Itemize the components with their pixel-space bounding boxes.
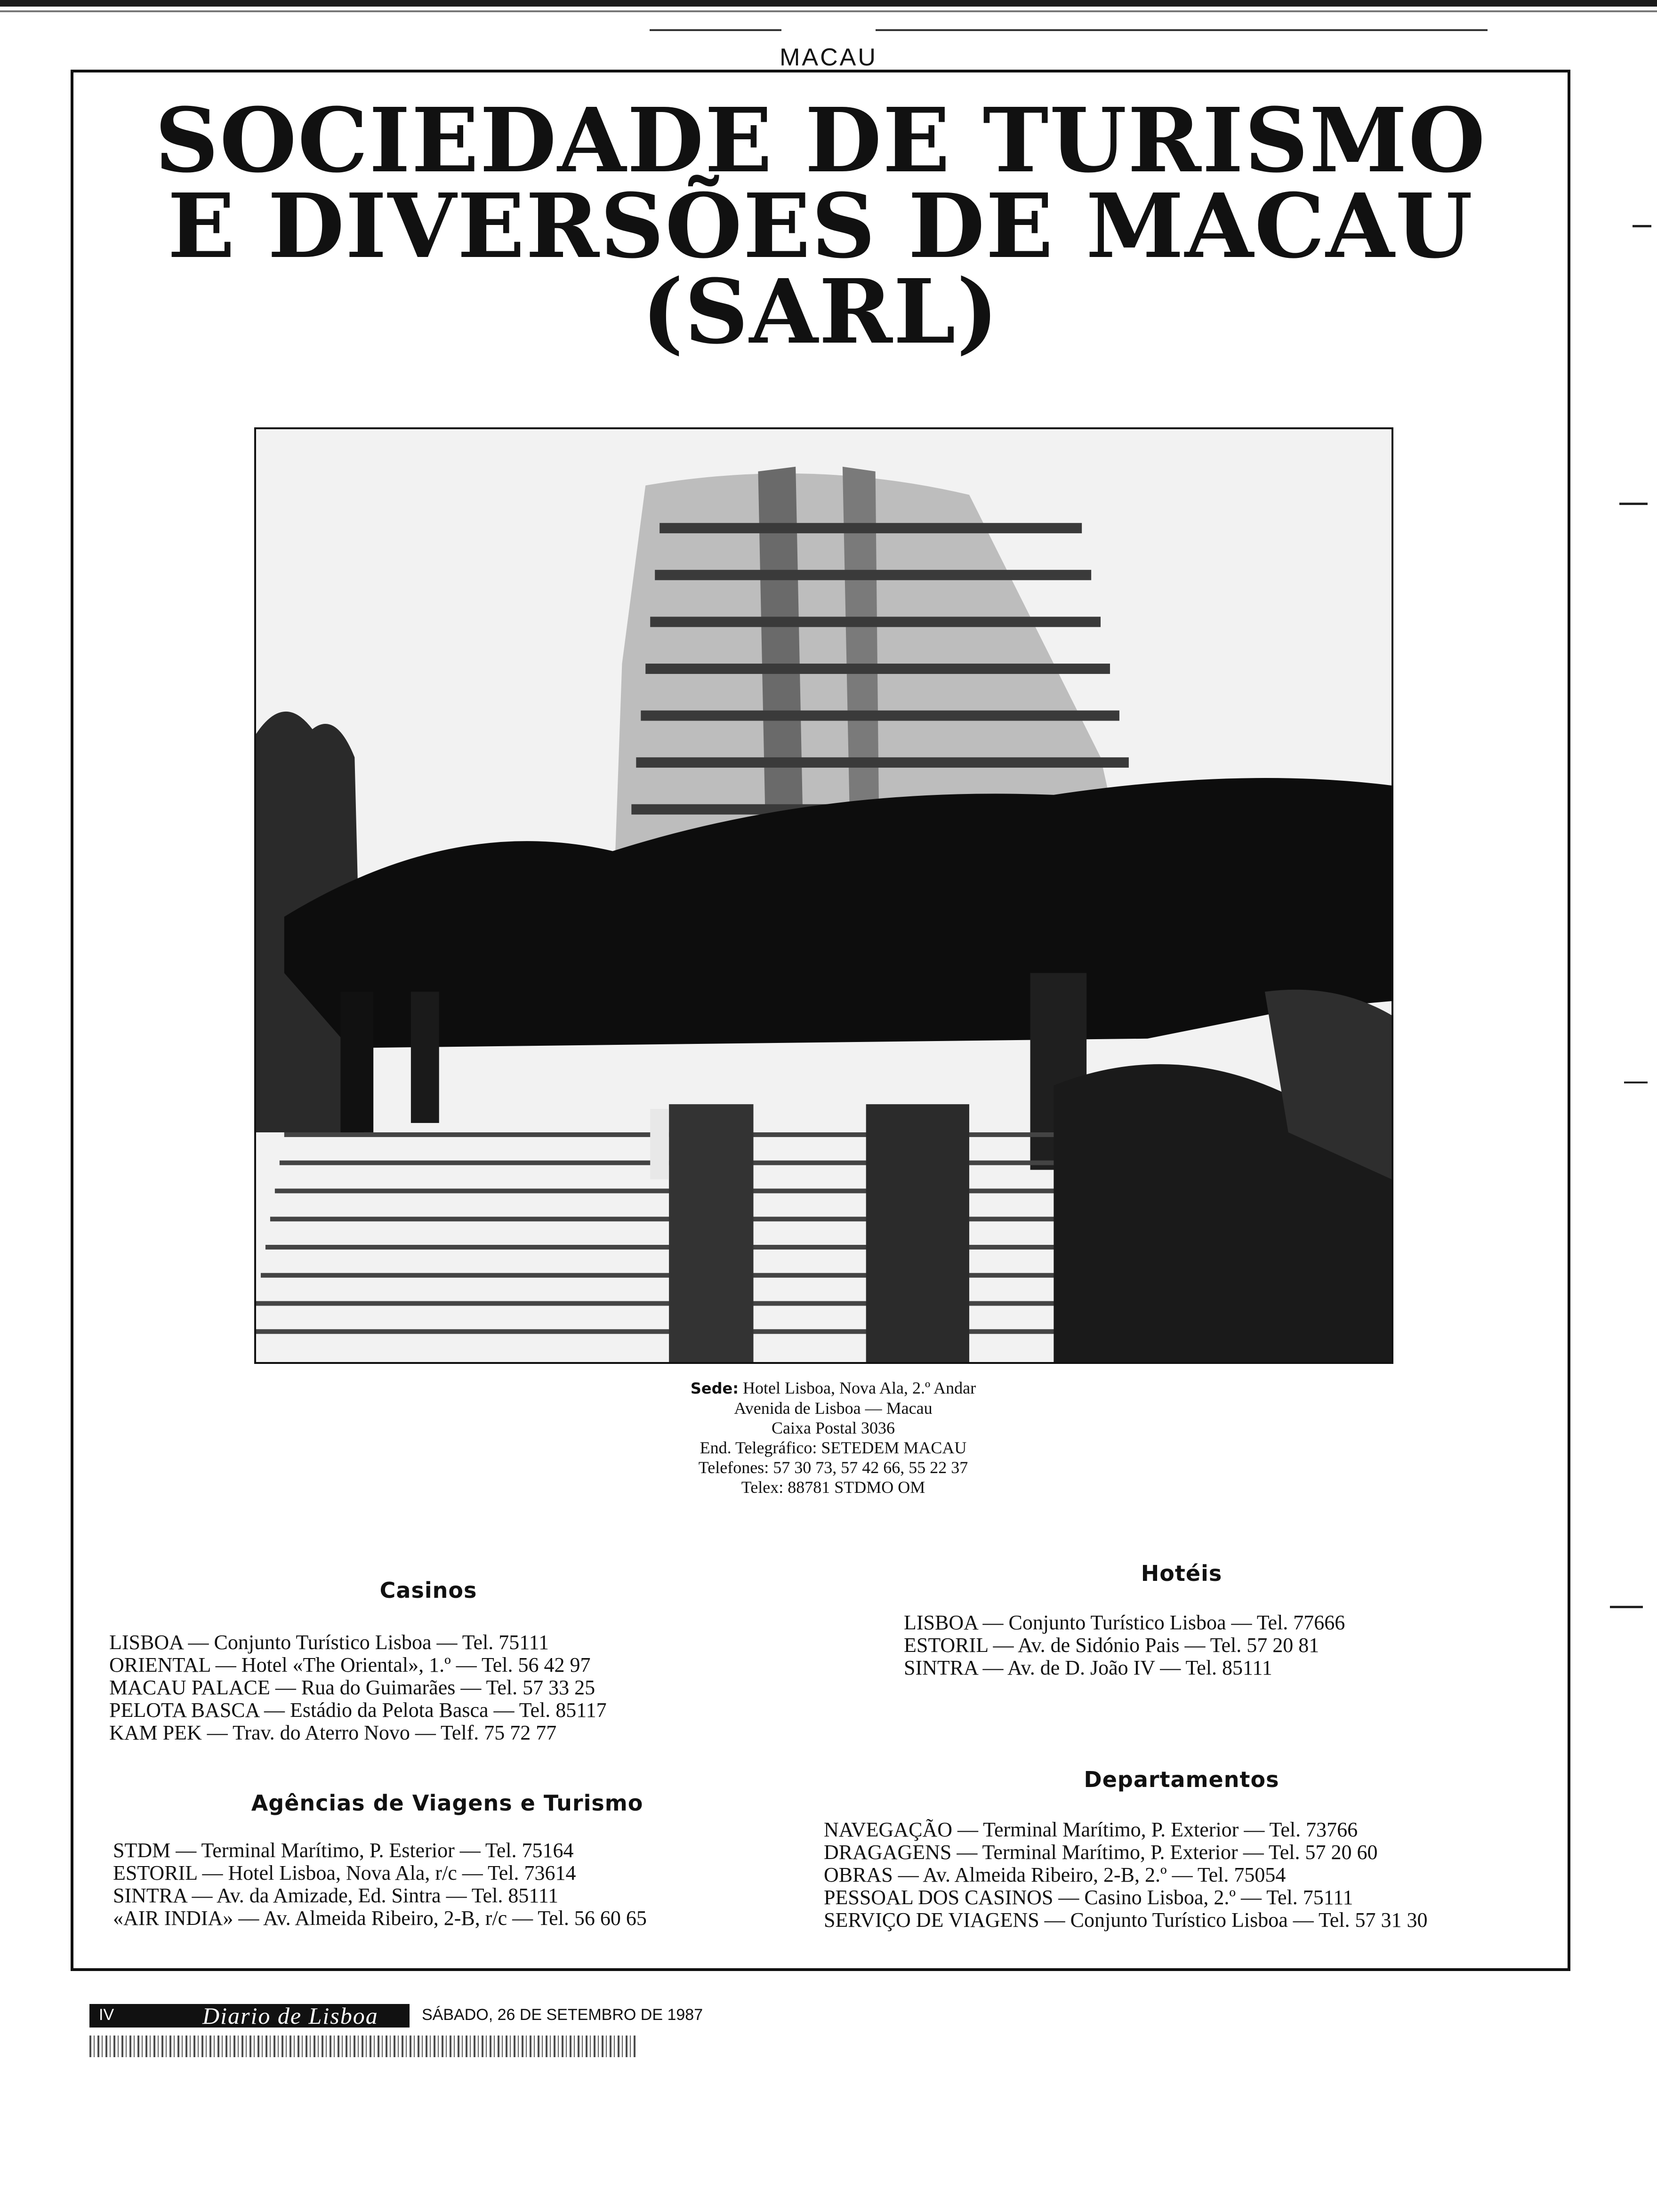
list-item: ORIENTAL — Hotel «The Oriental», 1.º — Tel. 56 42 97 [109,1653,591,1676]
hotel-photo [254,427,1393,1364]
top-border [0,0,1657,7]
scan-mark [1624,1082,1648,1083]
list-item: PELOTA BASCA — Estádio da Pelota Basca — Tel. 85117 [109,1699,607,1722]
address-label: Sede: [690,1379,739,1397]
hoteis-list [904,1611,1345,1679]
hotel-lisboa-illustration [256,429,1392,1362]
top-border-thin [0,10,1657,12]
casinos-title: Casinos [379,1578,477,1603]
list-item: PESSOAL DOS CASINOS — Casino Lisboa, 2.º — Tel. 75111 [824,1886,1353,1909]
issue-date: SÁBADO, 26 DE SETEMBRO DE 1987 [422,2006,703,2024]
section-rule-left [650,29,781,31]
headline: SOCIEDADE DE TURISMO E DIVERSÕES DE MACAU (SARL) [154,88,1487,364]
casinos-list [109,1631,607,1744]
list-item: OBRAS — Av. Almeida Ribeiro, 2-B, 2.º — Tel. 75054 [824,1863,1286,1886]
list-item: SINTRA — Av. de D. João IV — Tel. 85111 [904,1656,1272,1679]
list-item: NAVEGAÇÃO — Terminal Marítimo, P. Exterior — Tel. 73766 [824,1818,1358,1841]
list-item: «AIR INDIA» — Av. Almeida Ribeiro, 2-B, r/c — Tel. 56 60 65 [113,1907,647,1930]
list-item: SINTRA — Av. da Amizade, Ed. Sintra — Tel. 85111 [113,1884,559,1907]
list-item: ESTORIL — Av. de Sidónio Pais — Tel. 57 20 81 [904,1634,1319,1657]
page-number: IV [99,2006,114,2024]
agencias-title: Agências de Viagens e Turismo [251,1790,643,1816]
section-label: MACAU [780,44,877,71]
address-line: Telex: 88781 STDMO OM [741,1478,925,1497]
headquarters-address [518,1378,1149,1497]
footer-barcode-strip [89,2036,635,2057]
departamentos-list [824,1819,1428,1931]
list-item: SERVIÇO DE VIAGENS — Conjunto Turístico Lisboa — Tel. 57 31 30 [824,1908,1428,1931]
list-item: LISBOA — Conjunto Turístico Lisboa — Tel. 77666 [904,1611,1345,1634]
address-line: End. Telegráfico: SETEDEM MACAU [700,1438,967,1457]
list-item: KAM PEK — Trav. do Aterro Novo — Telf. 75 72 77 [109,1721,557,1744]
scan-mark [1619,503,1648,505]
list-item: LISBOA — Conjunto Turístico Lisboa — Tel. 75111 [109,1631,549,1654]
address-line: Avenida de Lisboa — Macau [734,1399,933,1418]
scan-mark [1633,225,1651,227]
address-line: Telefones: 57 30 73, 57 42 66, 55 22 37 [698,1458,968,1477]
departamentos-title: Departamentos [1084,1767,1279,1792]
address-line: Hotel Lisboa, Nova Ala, 2.º Andar [743,1378,976,1397]
hoteis-title: Hotéis [1141,1561,1223,1586]
address-line: Caixa Postal 3036 [772,1419,895,1437]
scan-mark [1610,1606,1643,1608]
newspaper-logo: Diario de Lisboa [202,2003,378,2029]
agencias-list [113,1839,647,1930]
list-item: STDM — Terminal Marítimo, P. Esterior — Tel. 75164 [113,1839,574,1862]
list-item: MACAU PALACE — Rua do Guimarães — Tel. 57 33 25 [109,1676,595,1699]
list-item: DRAGAGENS — Terminal Marítimo, P. Exterior — Tel. 57 20 60 [824,1841,1378,1864]
section-rule-right [876,29,1488,31]
list-item: ESTORIL — Hotel Lisboa, Nova Ala, r/c — Tel. 73614 [113,1861,576,1884]
